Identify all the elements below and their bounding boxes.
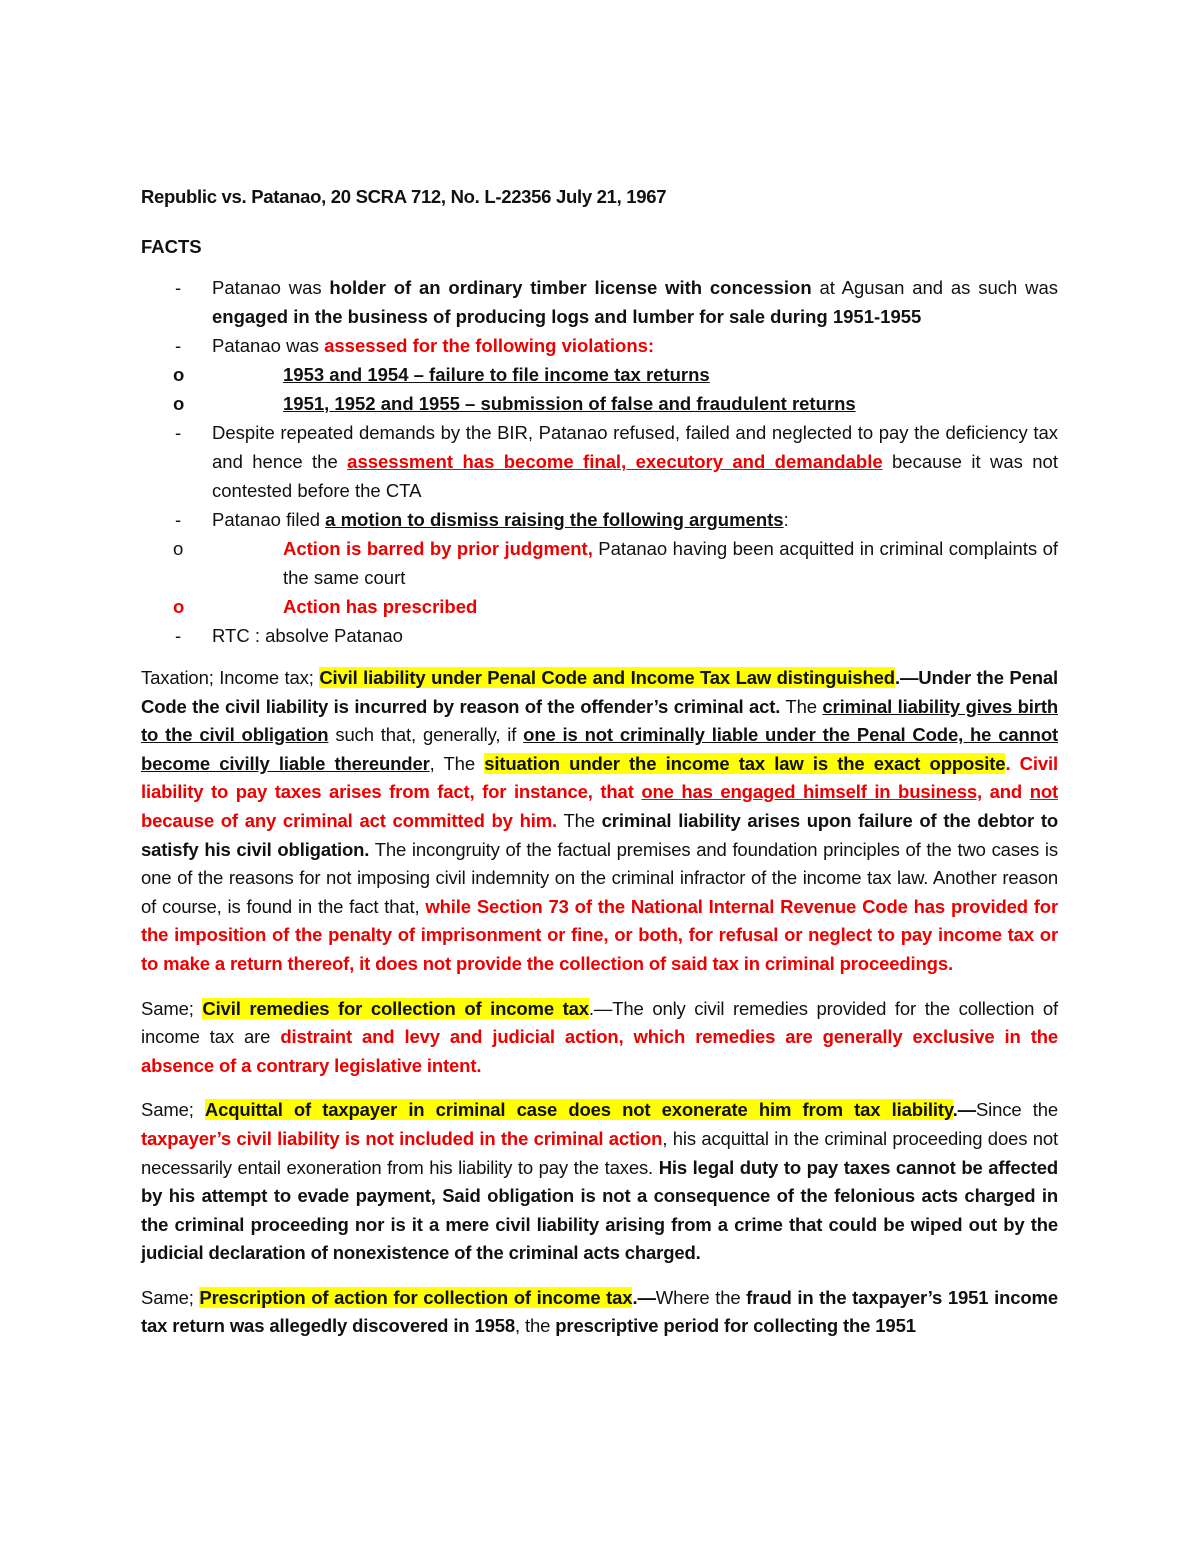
syllabus-paragraph: Taxation; Income tax; Civil liability under Penal Code and Income Tax Law distinguished.—Under the Penal Code the civil liability is incurred by reason of the offender’s criminal act. The criminal liability gives birth to the civil obligation such that, generally, if one is not criminally liable under the Penal Code, he cannot become civilly liable thereunder, The situation under the income tax law is the exact opposite. Civil liability to pay taxes arises from fact, for instance, that one has engaged himself in business, and not because of any criminal act committed by him. The criminal liability arises upon failure of the debtor to satisfy his civil obligation. The incongruity of the factual premises and foundation principles of the two cases is one of the reasons for not imposing civil indemnity on the criminal infractor of the income tax law. Another reason of course, is found in the fact that, while Section 73 of the National Internal Revenue Code has provided for the imposition of the penalty of imprisonment or fine, or both, for refusal or neglect to pay income tax or to make a return thereof, it does not provide the collection of said tax in criminal proceedings.: [141, 667, 1059, 974]
syllabus-paragraph: Same; Prescription of action for collection of income tax.—Where the fraud in the taxpayer’s 1951 income tax return was allegedly discovered in 1958, the prescriptive period for collecting the 1951: [141, 1286, 1058, 1337]
sub-item: o Action has prescribed: [173, 596, 478, 617]
violations-sublist: [173, 360, 1058, 418]
facts-heading: FACTS: [141, 236, 202, 257]
document-body: [141, 183, 1058, 1341]
case-title: Republic vs. Patanao, 20 SCRA 712, No. L-22356 July 21, 1967: [141, 186, 667, 207]
fact-item: - Despite repeated demands by the BIR, Patanao refused, failed and neglected to pay the deficiency tax and hence the assessment has become final, executory and demandable because it was not contested before the CTA: [141, 418, 1058, 505]
fact-item: - Patanao was assessed for the following violations: o 1953 and 1954 – failure to file income tax returns o 1951, 1952 and 1955 – submission of false and fraudulent returns: [141, 331, 1058, 418]
syllabus-paragraph: Same; Acquittal of taxpayer in criminal case does not exonerate him from tax liability.—Since the taxpayer’s civil liability is not included in the criminal action, his acquittal in the criminal proceeding does not necessarily entail exoneration from his liability to pay the taxes. His legal duty to pay taxes cannot be affected by his attempt to evade payment, Said obligation is not a consequence of the felonious acts charged in the criminal proceeding nor is it a mere civil liability arising from a crime that could be wiped out by the judicial declaration of nonexistence of the criminal acts charged.: [141, 1099, 1058, 1264]
fact-item: - RTC : absolve Patanao: [141, 621, 1058, 650]
arguments-sublist: [173, 534, 1059, 621]
sub-item: o 1951, 1952 and 1955 – submission of false and fraudulent returns: [173, 393, 856, 414]
fact-item: - Patanao was holder of an ordinary timber license with concession at Agusan and as such was engaged in the business of producing logs and lumber for sale during 1951-1955: [141, 273, 1058, 331]
sub-item: o Action is barred by prior judgment, Patanao having been acquitted in criminal complaints of the same court: [173, 538, 1059, 588]
fact-item: - Patanao filed a motion to dismiss raising the following arguments: o Action is barred by prior judgment, Patanao having been acquitted in criminal complaints of the same court o Action has prescribed: [141, 505, 1058, 621]
syllabus-paragraph: Same; Civil remedies for collection of income tax.—The only civil remedies provided for the collection of income tax are distraint and levy and judicial action, which remedies are generally exclusive in the absence of a contrary legislative intent.: [141, 997, 1059, 1076]
facts-list: [141, 273, 1058, 650]
sub-item: o 1953 and 1954 – failure to file income tax returns: [173, 364, 710, 385]
